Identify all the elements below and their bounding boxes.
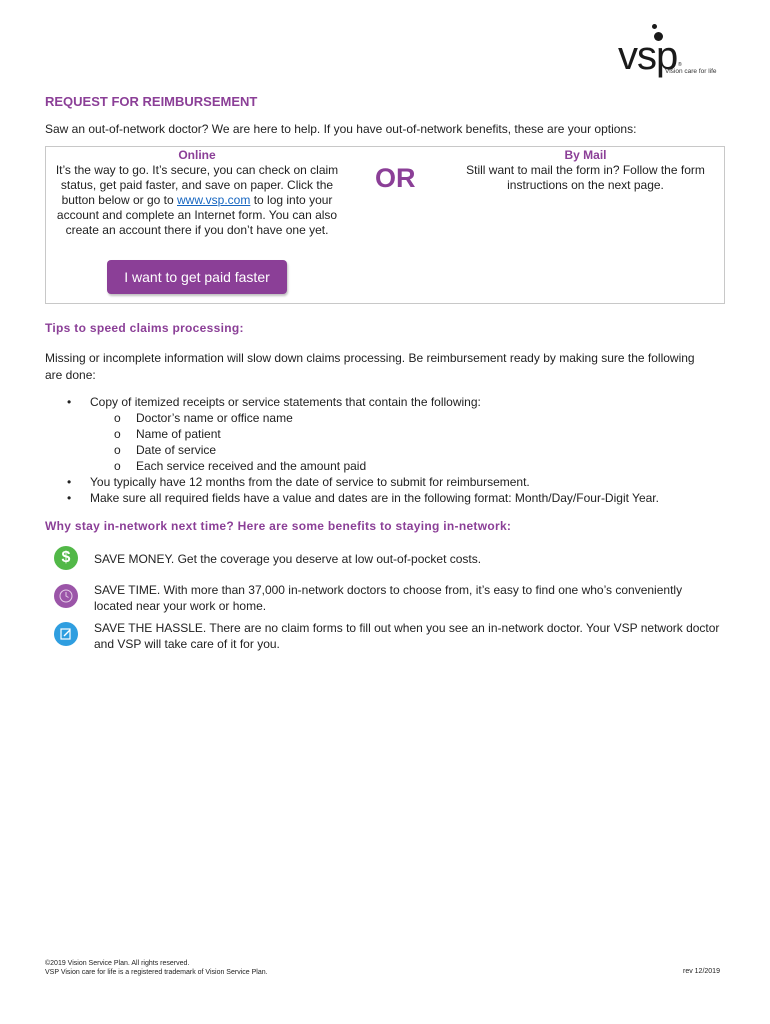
mail-heading: By Mail: [564, 148, 607, 162]
sub-bullet-marker: o: [114, 411, 121, 425]
mail-text: Still want to mail the form in? Follow the form instructions on the next page.: [466, 163, 705, 192]
sub-bullet-marker: o: [114, 443, 121, 457]
or-label: OR: [375, 163, 416, 193]
online-heading: Online: [178, 148, 216, 162]
tips-text: Missing or incomplete information will slow down claims processing. Be reimbursement ready by making sure the following are done:: [45, 351, 695, 382]
vsp-website-link[interactable]: www.vsp.com: [177, 193, 251, 207]
online-text-start: It’s the way to go. It’s secure, you can check on claim status, get paid faster, and save on paper. Click the button below or go to: [55, 163, 339, 207]
list-item: [45, 474, 735, 490]
logo-word: vsp: [618, 34, 678, 78]
list-item: [45, 490, 735, 506]
form-glyph: [59, 627, 73, 641]
bullet-marker: •: [67, 491, 72, 505]
benefit-save-hassle: SAVE THE HASSLE. There are no claim forms to fill out when you see an in-network doctor. Your VSP network doctor and VSP will take care of it for you.: [94, 621, 720, 651]
clock-glyph: [58, 588, 74, 604]
sub-list-item: [45, 426, 735, 442]
list-item-text: You typically have 12 months from the date of service to submit for reimbursement.: [90, 475, 530, 489]
sub-list-item-text: Name of patient: [136, 427, 221, 441]
form-icon: [54, 622, 78, 646]
sub-list-item: [45, 442, 735, 458]
tips-heading: Tips to speed claims processing:: [45, 321, 244, 335]
footer-revision: rev 12/2019: [683, 968, 720, 975]
sub-list-item: [45, 458, 735, 474]
vsp-logo: [618, 22, 728, 82]
page-title: REQUEST FOR REIMBURSEMENT: [45, 94, 258, 109]
list-item-text: Copy of itemized receipts or service statements that contain the following:: [90, 395, 481, 409]
sub-bullet-marker: o: [114, 459, 121, 473]
dollar-icon: [54, 546, 78, 570]
get-paid-faster-button[interactable]: I want to get paid faster: [107, 260, 287, 294]
sub-bullet-marker: o: [114, 427, 121, 441]
list-item-text: Make sure all required fields have a value and dates are in the following format: Month/Day/Four-Digit Year.: [90, 491, 659, 505]
sub-list-item-text: Date of service: [136, 443, 217, 457]
tips-list: [45, 394, 735, 506]
benefit-save-time: SAVE TIME. With more than 37,000 in-network doctors to choose from, it’s easy to find one who’s conveniently located near your work or home.: [94, 583, 683, 613]
mail-option: [448, 148, 723, 193]
logo-tagline: Vision care for life: [665, 68, 717, 75]
intro-text: Saw an out-of-network doctor? We are here to help. If you have out-of-network benefits, these are your options:: [45, 122, 637, 136]
bullet-marker: •: [67, 395, 72, 409]
footer-trademark: VSP Vision care for life is a registered trademark of Vision Service Plan.: [45, 969, 268, 976]
dollar-symbol: $: [61, 549, 71, 566]
footer-copyright: ©2019 Vision Service Plan. All rights reserved.: [45, 960, 190, 967]
sub-list-item: [45, 410, 735, 426]
sub-list-item-text: Each service received and the amount paid: [136, 459, 367, 473]
logo-dot-small: [652, 24, 657, 29]
clock-icon: [54, 584, 78, 608]
logo-registered-mark: ®: [678, 62, 682, 68]
online-text-end: to log into your account and complete an Internet form. You can also create an account there if you don’t have one yet.: [56, 193, 338, 237]
bullet-marker: •: [67, 475, 72, 489]
sub-list-item-text: Doctor’s name or office name: [136, 411, 293, 425]
why-heading: Why stay in-network next time? Here are some benefits to staying in-network:: [45, 519, 512, 533]
footer-legal: [45, 959, 268, 977]
benefit-save-money: SAVE MONEY. Get the coverage you deserve at low out-of-pocket costs.: [94, 552, 482, 566]
list-item: [45, 394, 735, 410]
online-option: [52, 148, 342, 238]
